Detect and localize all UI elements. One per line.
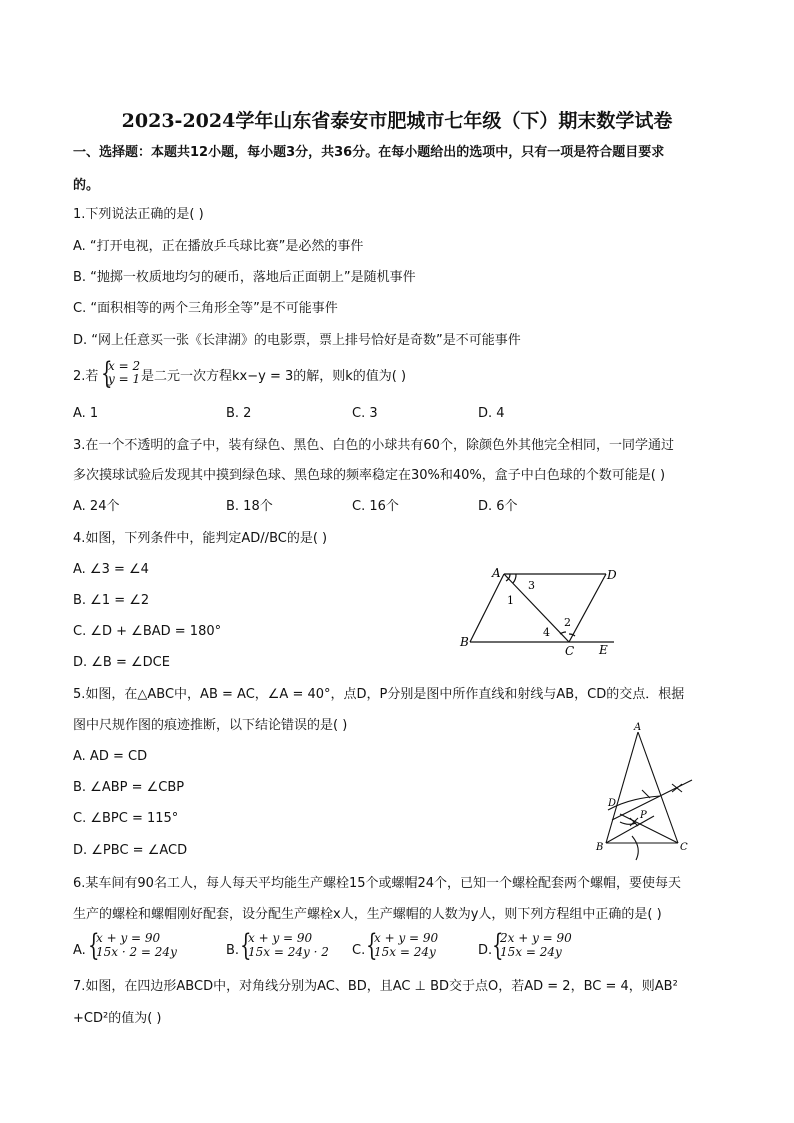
q4-option-a: A. ∠3 = ∠4: [73, 562, 149, 577]
q5-label-c: C: [680, 842, 688, 853]
q6-option-d-eq1: 2x + y = 90: [500, 931, 572, 945]
q4-option-d: D. ∠B = ∠DCE: [73, 655, 170, 670]
q6-option-d-brace: {: [492, 928, 504, 963]
q3-option-b: B. 18个: [226, 499, 273, 514]
q5-option-c: C. ∠BPC = 115°: [73, 811, 179, 826]
q6-line1: 6.某车间有90名工人，每人每天平均能生产螺栓15个或螺帽24个，已知一个螺栓配套两个螺帽，要使每天: [73, 876, 682, 891]
q6-option-c-eq1: x + y = 90: [374, 931, 439, 945]
q6-option-a-brace: {: [88, 928, 100, 963]
q4-angle-2: 2: [564, 616, 571, 629]
q4-angle-4: 4: [543, 626, 550, 639]
q4-label-e: E: [599, 643, 608, 657]
q2-system-line2: y = 1: [108, 372, 141, 386]
q6-line2: 生产的螺栓和螺帽刚好配套，设分配生产螺栓x人，生产螺帽的人数为y人，则下列方程组中正确的是( ): [73, 907, 662, 922]
q7-line1: 7.如图，在四边形ABCD中，对角线分别为AC、BD，且AC ⊥ BD交于点O，若AD = 2，BC = 4，则AB²: [73, 979, 678, 994]
q2-option-b: B. 2: [226, 406, 252, 421]
q6-option-b-brace: {: [240, 928, 252, 963]
q4-option-b: B. ∠1 = ∠2: [73, 593, 150, 608]
q6-option-d-eq2: 15x = 24y: [500, 945, 562, 959]
q1-stem: 1.下列说法正确的是( ): [73, 207, 204, 222]
q6-option-b-eq1: x + y = 90: [248, 931, 313, 945]
q1-option-b: B. “抛掷一枚质地均匀的硬币，落地后正面朝上”是随机事件: [73, 270, 416, 285]
section-heading-line1: 一、选择题：本题共12小题，每小题3分，共36分。在每小题给出的选项中，只有一项是符合题目要求: [73, 145, 665, 160]
q6-option-a-label: A.: [73, 943, 86, 958]
q3-line2: 多次摸球试验后发现其中摸到绿色球、黑色球的频率稳定在30%和40%，盒子中白色球的个数可能是( ): [73, 468, 666, 483]
q6-option-b-label: B.: [226, 943, 240, 958]
q2-suffix: 是二元一次方程kx−y = 3的解，则k的值为( ): [141, 369, 407, 384]
q6-option-c-eq2: 15x = 24y: [374, 945, 436, 959]
q6-option-d-label: D.: [478, 943, 493, 958]
q6-option-a-eq1: x + y = 90: [96, 931, 161, 945]
q5-label-a: A: [634, 722, 642, 733]
q4-label-a: A: [492, 566, 501, 580]
q3-option-d: D. 6个: [478, 499, 518, 514]
q3-option-a: A. 24个: [73, 499, 120, 514]
q4-label-b: B: [460, 635, 469, 649]
q4-angle-3: 3: [528, 579, 535, 592]
q2-option-d: D. 4: [478, 406, 505, 421]
q3-line1: 3.在一个不透明的盒子中，装有绿色、黑色、白色的小球共有60个，除颜色外其他完全相同，一同学通过: [73, 438, 674, 453]
q3-option-c: C. 16个: [352, 499, 399, 514]
q4-label-c: C: [565, 644, 575, 658]
q2-brace: {: [101, 356, 113, 391]
q5-option-b: B. ∠ABP = ∠CBP: [73, 780, 185, 795]
q6-option-b-eq2: 15x = 24y · 2: [248, 945, 329, 959]
q5-triangle-figure: [590, 718, 700, 863]
q1-option-c: C. “面积相等的两个三角形全等”是不可能事件: [73, 301, 338, 316]
q2-option-c: C. 3: [352, 406, 378, 421]
q5-option-a: A. AD = CD: [73, 749, 148, 764]
q5-label-p: P: [640, 810, 647, 821]
q2-prefix: 2.若: [73, 369, 99, 384]
q5-option-d: D. ∠PBC = ∠ACD: [73, 843, 188, 858]
q4-parallelogram-figure: [456, 560, 626, 660]
q6-option-c-label: C.: [352, 943, 366, 958]
q7-line2: +CD²的值为( ): [73, 1011, 162, 1026]
q2-system-line1: x = 2: [108, 359, 141, 373]
q1-option-a: A. “打开电视，正在播放乒乓球比赛”是必然的事件: [73, 239, 364, 254]
q4-angle-1: 1: [507, 594, 514, 607]
q6-option-a-eq2: 15x · 2 = 24y: [96, 945, 177, 959]
q5-line2: 图中尺规作图的痕迹推断，以下结论错误的是( ): [73, 718, 348, 733]
q4-stem: 4.如图，下列条件中，能判定AD//BC的是( ): [73, 531, 328, 546]
q5-label-d: D: [608, 798, 617, 809]
q4-option-c: C. ∠D + ∠BAD = 180°: [73, 624, 222, 639]
page-title: 2023-2024学年山东省泰安市肥城市七年级（下）期末数学试卷: [121, 110, 673, 132]
q4-label-d: D: [607, 568, 617, 582]
section-heading-line2: 的。: [73, 178, 100, 193]
q1-option-d: D. “网上任意买一张《长津湖》的电影票，票上排号恰好是奇数”是不可能事件: [73, 333, 521, 348]
q2-option-a: A. 1: [73, 406, 99, 421]
q5-label-b: B: [596, 842, 604, 853]
q5-line1: 5.如图，在△ABC中，AB = AC，∠A = 40°，点D，P分别是图中所作直线和射线与AB，CD的交点．根据: [73, 687, 685, 702]
q6-option-c-brace: {: [366, 928, 378, 963]
